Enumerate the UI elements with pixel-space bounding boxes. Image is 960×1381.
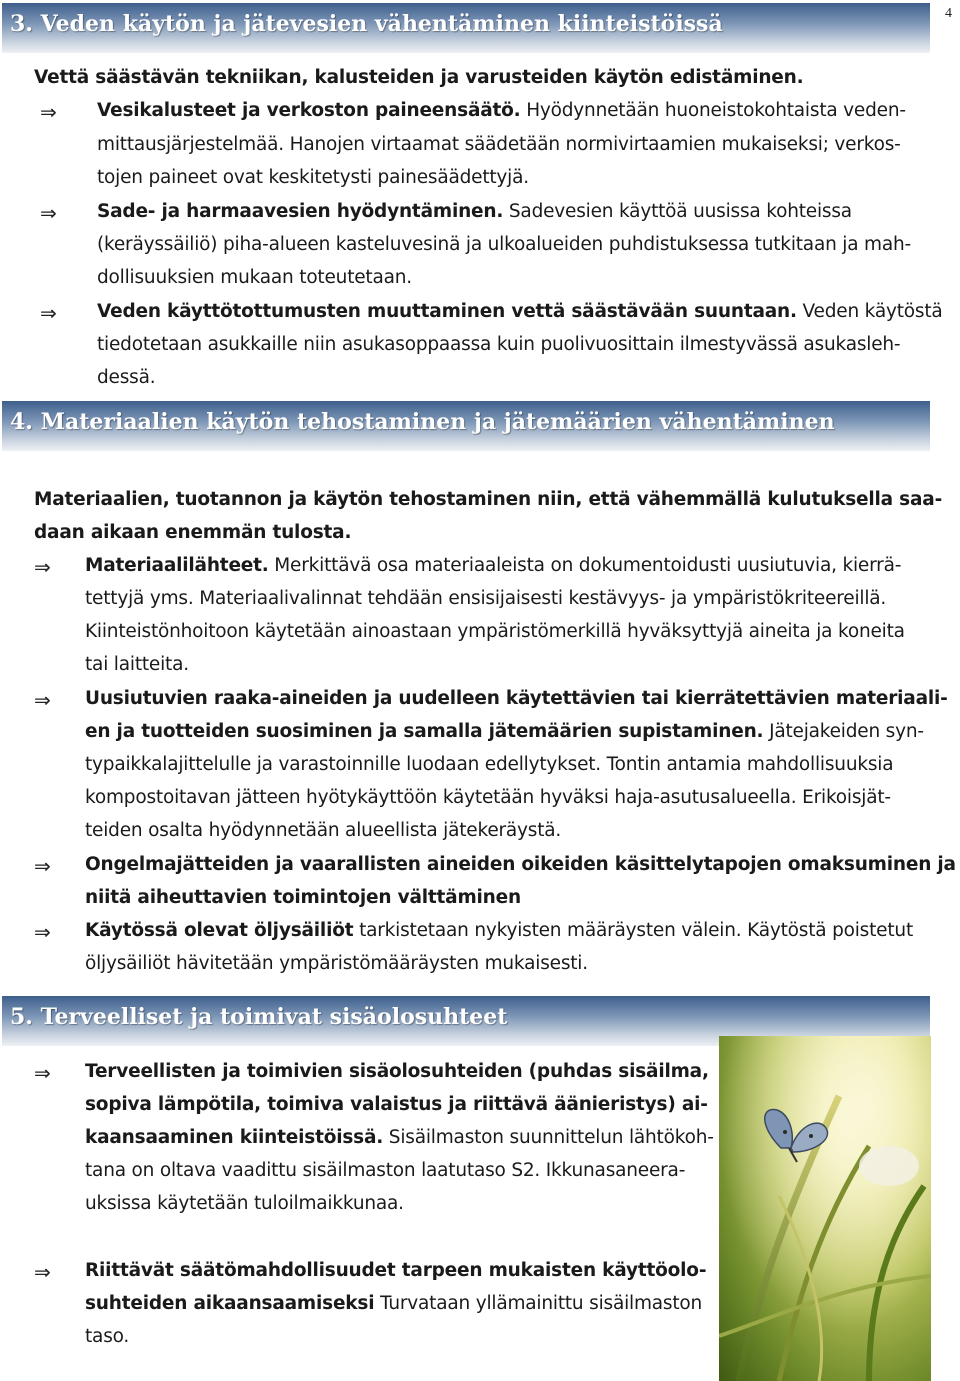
item-text: dollisuuksien mukaan toteutetaan. [97,267,412,288]
item-heading: Veden käyttötottumusten muuttaminen vettä säästävään suuntaan. [97,301,797,322]
butterfly-photo [719,1036,931,1381]
section-5-title: 5. Terveelliset ja toimivat sisäolosuhteet [10,1004,508,1030]
list-item [85,914,913,947]
item-text: dessä. [97,367,156,388]
list-item [97,295,943,328]
item-heading: Riittävät säätömahdollisuudet tarpeen mukaisten käyttöolo- [85,1260,707,1281]
item-text: tana on oltava vaadittu sisäilmaston laatutaso S2. Ikkunasaneera- [85,1160,686,1181]
item-text: taso. [85,1326,130,1347]
item-text: teiden osalta hyödynnetään alueellista jätekeräystä. [85,820,562,841]
list-item [97,195,852,228]
list-item [85,1287,702,1320]
section-4-title: 4. Materiaalien käytön tehostaminen ja jätemäärien vähentäminen [10,409,835,435]
item-heading: Sade- ja harmaavesien hyödyntäminen. [97,201,504,222]
section-3-title: 3. Veden käytön ja jätevesien vähentäminen kiinteistöissä [10,11,723,37]
item-text: tarkistetaan nykyisten määräysten välein. Käytöstä poistetut [359,920,913,941]
item-heading: Materiaalilähteet. [85,555,269,576]
section-4-intro: Materiaalien, tuotannon ja käytön tehostaminen niin, että vähemmällä kulutuksella saa- [34,489,943,510]
arrow-bullet-icon: ⇒ [34,555,51,579]
arrow-bullet-icon: ⇒ [40,201,57,225]
item-heading: Käytössä olevat öljysäiliöt [85,920,354,941]
item-text: Jätejakeiden syn- [769,721,924,742]
item-text: Merkittävä osa materiaaleista on dokumentoidusti uusiutuvia, kierrä- [274,555,902,576]
item-text: tai laitteita. [85,654,189,675]
item-heading: Vesikalusteet ja verkoston paineensäätö. [97,100,521,121]
list-item [85,1121,714,1154]
arrow-bullet-icon: ⇒ [34,1260,51,1284]
arrow-bullet-icon: ⇒ [40,100,57,124]
arrow-bullet-icon: ⇒ [34,688,51,712]
list-item [97,94,906,127]
item-heading: en ja tuotteiden suosiminen ja samalla jätemäärien supistaminen. [85,721,764,742]
item-heading: Ongelmajätteiden ja vaarallisten aineiden oikeiden käsittelytapojen omaksuminen ja [85,854,956,875]
item-text: tojen paineet ovat keskitetysti painesäädettyjä. [97,167,529,188]
list-item [85,549,901,582]
item-heading: sopiva lämpötila, toimiva valaistus ja riittävä äänieristys) ai- [85,1094,708,1115]
item-heading: Terveellisten ja toimivien sisäolosuhteiden (puhdas sisäilma, [85,1061,709,1082]
item-text: uksissa käytetään tuloilmaikkunaa. [85,1193,404,1214]
arrow-bullet-icon: ⇒ [34,1061,51,1085]
item-text: typaikkalajittelulle ja varastoinnille luodaan edellytykset. Tontin antamia mahdollisuuksia [85,754,894,775]
section-4-intro: daan aikaan enemmän tulosta. [34,522,352,543]
item-text: Sadevesien käyttöä uusissa kohteissa [508,201,852,222]
item-heading: Uusiutuvien raaka-aineiden ja uudelleen käytettävien tai kierrätettävien materiaali- [85,688,948,709]
arrow-bullet-icon: ⇒ [40,301,57,325]
arrow-bullet-icon: ⇒ [34,920,51,944]
item-text: Veden käytöstä [802,301,943,322]
section-4-banner [2,401,930,451]
item-text: tettyjä yms. Materiaalivalinnat tehdään ensisijaisesti kestävyys- ja ympäristökriteereillä. [85,588,887,609]
item-text: Sisäilmaston suunnittelun lähtökoh- [388,1127,714,1148]
section-3-intro: Vettä säästävän tekniikan, kalusteiden ja varusteiden käytön edistäminen. [34,67,804,88]
item-text: Kiinteistönhoitoon käytetään ainoastaan ympäristömerkillä hyväksyttyjä aineita ja koneita [85,621,905,642]
item-text: öljysäiliöt hävitetään ympäristömääräysten mukaisesti. [85,953,588,974]
list-item [85,715,924,748]
item-text: tiedotetaan asukkaille niin asukasoppaassa kuin puolivuosittain ilmestyvässä asukasleh- [97,334,901,355]
item-heading: suhteiden aikaansaamiseksi [85,1293,375,1314]
item-text: (keräyssäiliö) piha-alueen kasteluvesinä ja ulkoalueiden puhdistuksessa tutkitaan ja mah- [97,234,912,255]
item-text: kompostoitavan jätteen hyötykäyttöön käytetään hyväksi haja-asutusalueella. Erikoisjät- [85,787,891,808]
item-text: mittausjärjestelmää. Hanojen virtaamat säädetään normivirtaamien mukaiseksi; verkos- [97,134,901,155]
item-text: Hyödynnetään huoneistokohtaista veden- [526,100,906,121]
page-number: 4 [945,6,952,21]
item-heading: niitä aiheuttavien toimintojen välttäminen [85,887,521,908]
arrow-bullet-icon: ⇒ [34,854,51,878]
section-3-banner [2,3,930,53]
item-heading: kaansaaminen kiinteistöissä. [85,1127,384,1148]
butterfly-photo-illustration [719,1036,931,1381]
item-text: Turvataan yllämainittu sisäilmaston [380,1293,703,1314]
